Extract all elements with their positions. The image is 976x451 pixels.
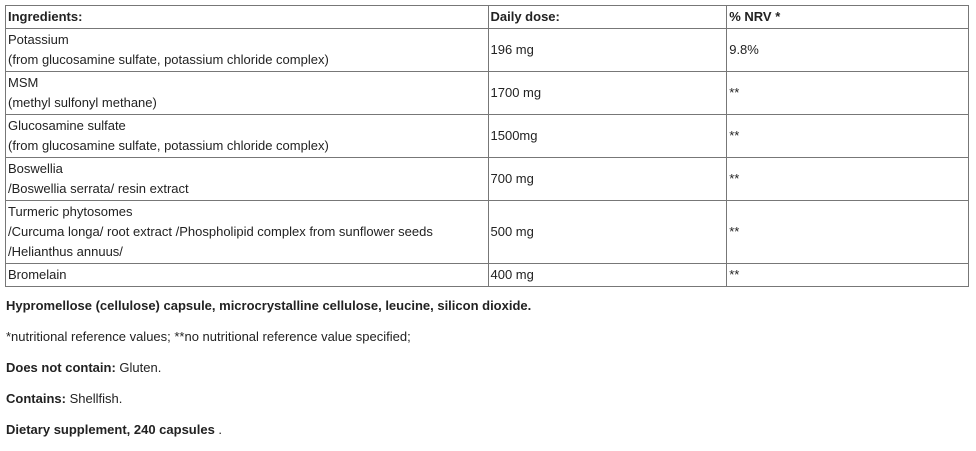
ingredient-detail: /Curcuma longa/ root extract /Phospholipid complex from sunflower seeds (8, 224, 433, 239)
ingredient-name: Boswellia (8, 161, 63, 176)
ingredient-detail: (from glucosamine sulfate, potassium chloride complex) (8, 52, 329, 67)
ingredient-cell (6, 115, 489, 158)
supplement-label: Dietary supplement, 240 capsules (6, 422, 215, 437)
excipients-text: Hypromellose (cellulose) capsule, microcrystalline cellulose, leucine, silicon dioxide. (6, 298, 532, 313)
product-notes (6, 296, 966, 451)
nrv-cell: 9.8% (727, 29, 969, 72)
dose-cell: 1500mg (488, 115, 727, 158)
header-daily-dose: Daily dose: (488, 6, 727, 29)
contains-label: Contains: (6, 391, 66, 406)
table-row (6, 201, 969, 264)
supplement-line (6, 420, 966, 451)
nrv-cell: ** (727, 115, 969, 158)
ingredient-detail: (from glucosamine sulfate, potassium chloride complex) (8, 138, 329, 153)
ingredient-cell (6, 158, 489, 201)
ingredient-detail: (methyl sulfonyl methane) (8, 95, 157, 110)
nrv-cell: ** (727, 264, 969, 287)
table-row (6, 158, 969, 201)
table-header-row (6, 6, 969, 29)
dose-cell: 1700 mg (488, 72, 727, 115)
nrv-cell: ** (727, 72, 969, 115)
nrv-footnote: *nutritional reference values; **no nutritional reference value specified; (6, 329, 411, 344)
ingredients-table-container (5, 5, 969, 287)
nrv-cell: ** (727, 201, 969, 264)
ingredient-cell (6, 72, 489, 115)
header-nrv: % NRV * (727, 6, 969, 29)
dose-cell: 500 mg (488, 201, 727, 264)
ingredient-cell (6, 201, 489, 264)
ingredient-name: MSM (8, 75, 39, 90)
nrv-cell: ** (727, 158, 969, 201)
ingredient-name: Potassium (8, 32, 69, 47)
does-not-contain-value: Gluten. (115, 360, 162, 375)
table-row (6, 29, 969, 72)
ingredient-detail-continued: /Helianthus annuus/ (8, 244, 123, 259)
supplement-suffix: . (214, 422, 223, 437)
dose-cell: 400 mg (488, 264, 727, 287)
contains-value: Shellfish. (65, 391, 123, 406)
table-row (6, 72, 969, 115)
ingredient-name: Turmeric phytosomes (8, 204, 133, 219)
dose-cell: 196 mg (488, 29, 727, 72)
ingredients-table (5, 5, 969, 287)
ingredient-cell (6, 264, 489, 287)
does-not-contain-line (6, 358, 966, 389)
ingredient-cell (6, 29, 489, 72)
table-row (6, 264, 969, 287)
header-ingredients: Ingredients: (6, 6, 489, 29)
ingredient-name: Bromelain (8, 267, 67, 282)
ingredient-detail: /Boswellia serrata/ resin extract (8, 181, 189, 196)
table-row (6, 115, 969, 158)
contains-line (6, 389, 966, 420)
ingredient-name: Glucosamine sulfate (8, 118, 126, 133)
does-not-contain-label: Does not contain: (6, 360, 116, 375)
dose-cell: 700 mg (488, 158, 727, 201)
